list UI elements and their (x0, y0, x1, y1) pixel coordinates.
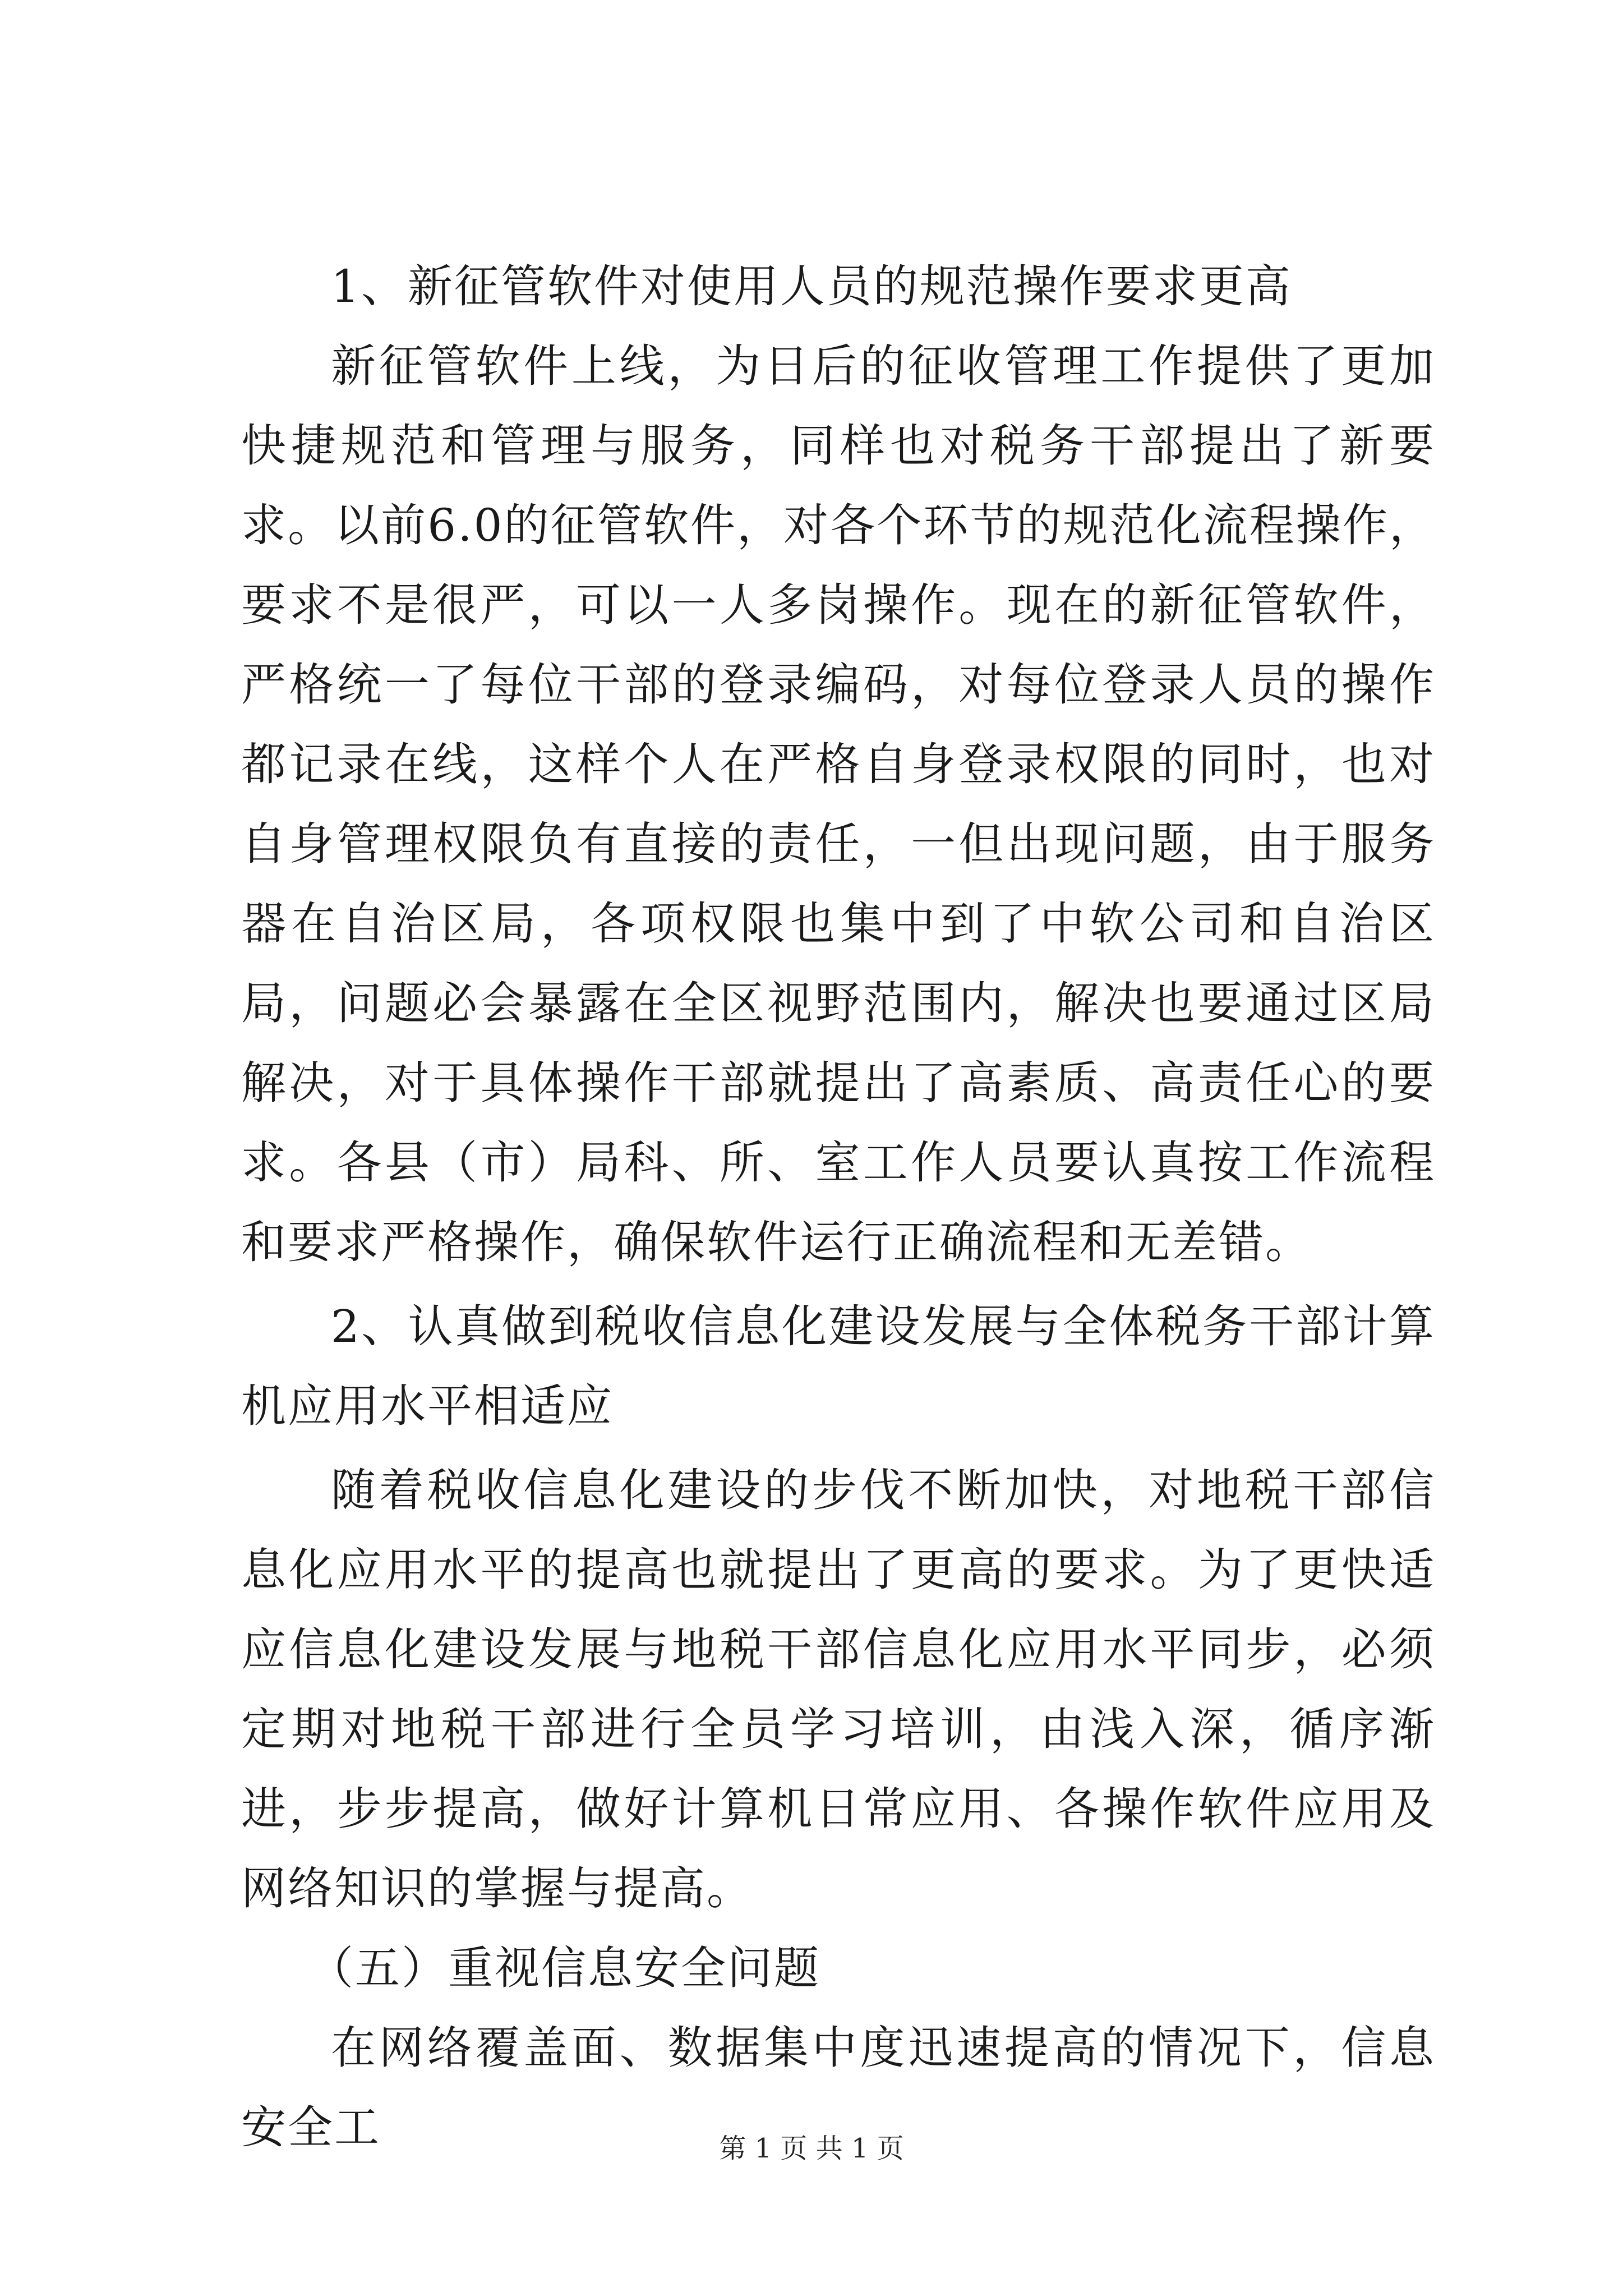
page-number-footer: 第 1 页 共 1 页 (719, 2133, 904, 2164)
paragraph-3: 在网络覆盖面、数据集中度迅速提高的情况下，信息安全工 (241, 2022, 1436, 2154)
paragraph-1: 新征管软件上线，为日后的征收管理工作提供了更加快捷规范和管理与服务，同样也对税务干部提出了新要求。以前6.0的征管软件，对各个环节的规范化流程操作，要求不是很严，可以一人多岗操作。现在的新征管软件，严格统一了每位干部的登录编码，对每位登录人员的操作都记录在线，这样个人在严格自身登录权限的同时，也对自身管理权限负有直接的责任，一但出现问题，由于服务器在自治区局，各项权限也集中到了中软公司和自治区局，问题必会暴露在全区视野范围内，解决也要通过区局解决，对于具体操作干部就提出了高素质、高责任心的要求。各县（市）局科、所、室工作人员要认真按工作流程和要求严格操作，确保软件运行正确流程和无差错。 (241, 340, 1436, 1268)
paragraph-2: 随着税收信息化建设的步伐不断加快，对地税干部信息化应用水平的提高也就提出了更高的要求。为了更快适应信息化建设发展与地税干部信息化应用水平同步，必须定期对地税干部进行全员学习培训，由浅入深，循序渐进，步步提高，做好计算机日常应用、各操作软件应用及网络知识的掌握与提高。 (241, 1464, 1436, 1915)
section-heading-1: 1、新征管软件对使用人员的规范操作要求更高 (331, 260, 1292, 312)
section-heading-2: 2、认真做到税收信息化建设发展与全体税务干部计算机应用水平相适应 (241, 1300, 1436, 1432)
section-heading-5: （五）重视信息安全问题 (308, 1942, 820, 1994)
document-body (241, 247, 1436, 2168)
